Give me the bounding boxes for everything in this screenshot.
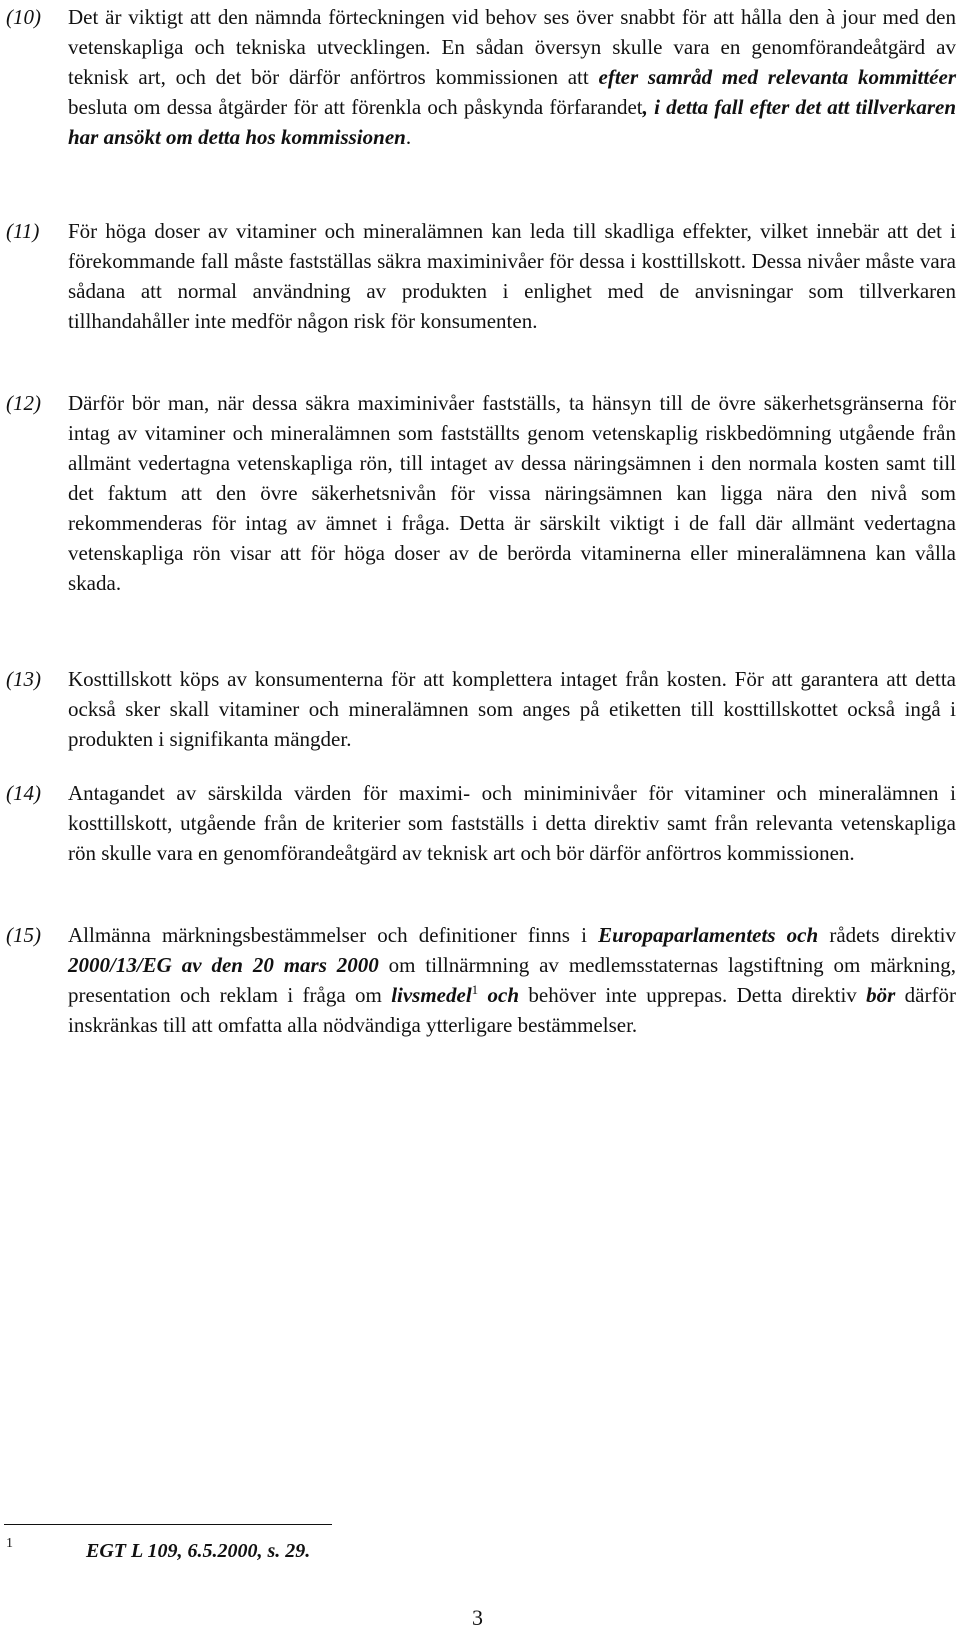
- emphasized-text: efter samråd med relevanta kommittéer: [598, 65, 956, 89]
- text-segment: Kosttillskott köps av konsumenterna för att komplettera intaget från kosten. För att garantera att detta också sker skall vitaminer och mineralämnen som anges på etiketten till kosttillskottet också ingå i produkten i signifikanta mängder.: [68, 667, 956, 751]
- recital-text: [68, 920, 956, 1040]
- footnote-separator: [4, 1524, 332, 1525]
- text-segment: rådets direktiv: [818, 923, 956, 947]
- text-segment: om tillnärmning av medlemsstaternas lagstiftning om märkning, presentation och reklam i fråga om: [68, 953, 957, 1007]
- recital-text: [68, 664, 956, 754]
- recital: [0, 920, 956, 1040]
- recital-text: [68, 388, 956, 598]
- recital-number: (12): [6, 391, 41, 415]
- recital-text: [68, 778, 956, 868]
- recital: [0, 664, 956, 754]
- text-segment: Det är viktigt att den nämnda förteckningen vid behov ses över snabbt för att hålla den à jour med den vetenskapliga och tekniska utvecklingen. En sådan översyn skulle vara en genomförandeåtgärd av teknisk art, och det bör därför anförtros kommissionen att: [68, 5, 956, 89]
- recital-number: (14): [6, 781, 41, 805]
- page-number: 3: [472, 1605, 483, 1630]
- recital: [0, 216, 956, 336]
- recital-number: (13): [6, 667, 41, 691]
- text-segment: Därför bör man, när dessa säkra maximinivåer fastställs, ta hänsyn till de övre säkerhetsgränserna för intag av vitaminer och mineralämnen som fastställts genom vetenskaplig riskbedömning utgående från allmänt vedertagna vetenskapliga rön, till intaget av dessa näringsämnen i den normala kosten samt till det faktum att den övre säkerhetsnivån för vissa näringsämnen kan ligga nära den nivå som rekommenderas för intag av ämnet i fråga. Detta är särskilt viktigt i de fall där allmänt vedertagna vetenskapliga rön visar att för höga doser av de berörda vitaminerna eller mineralämnena kan vålla skada.: [68, 391, 956, 595]
- recital-number: (15): [6, 923, 41, 947]
- recital: [0, 778, 956, 868]
- text-segment: därför inskränkas till att omfatta alla nödvändiga ytterligare bestämmelser.: [68, 983, 956, 1037]
- footnote-mark: 1: [6, 1536, 13, 1551]
- text-segment: För höga doser av vitaminer och mineralämnen kan leda till skadliga effekter, vilket innebär att det i förekommande fall måste fastställas säkra maximinivåer för dessa i kosttillskott. Dessa nivåer måste vara sådana att normal användning av produkten i enlighet med de anvisningar som tillverkaren tillhandahåller inte medför någon risk för konsumenten.: [68, 219, 956, 333]
- recital-text: [68, 216, 956, 336]
- recital: [0, 388, 956, 598]
- emphasized-text: livsmedel: [391, 983, 472, 1007]
- emphasized-text: Europaparlamentets och: [598, 923, 819, 947]
- emphasized-text: 2000/13/EG av den 20 mars 2000: [68, 953, 379, 977]
- recital-text: [68, 2, 956, 152]
- emphasized-text: och: [478, 983, 520, 1007]
- recital: [0, 2, 956, 152]
- text-segment: Allmänna märkningsbestämmelser och definitioner finns i: [68, 923, 599, 947]
- emphasized-text: , i detta fall efter det att tillverkaren har ansökt om detta hos kommissionen: [68, 95, 956, 149]
- recital-number: (10): [6, 5, 41, 29]
- emphasized-text: bör: [866, 983, 896, 1007]
- recital-number: (11): [6, 219, 40, 243]
- text-segment: Antagandet av särskilda värden för maximi- och miniminivåer för vitaminer och mineralämnen i kosttillskott, utgående från de kriterier som fastställs i detta direktiv samt från relevanta vetenskapliga rön skulle vara en genomförandeåtgärd av teknisk art och bör därför anförtros kommissionen.: [68, 781, 956, 865]
- text-segment: behöver inte upprepas. Detta direktiv: [519, 983, 867, 1007]
- text-segment: .: [405, 125, 412, 149]
- footnote-reference: 1: [471, 982, 479, 997]
- footnote-text: EGT L 109, 6.5.2000, s. 29.: [86, 1540, 311, 1562]
- text-segment: besluta om dessa åtgärder för att förenkla och påskynda förfarandet: [68, 95, 643, 119]
